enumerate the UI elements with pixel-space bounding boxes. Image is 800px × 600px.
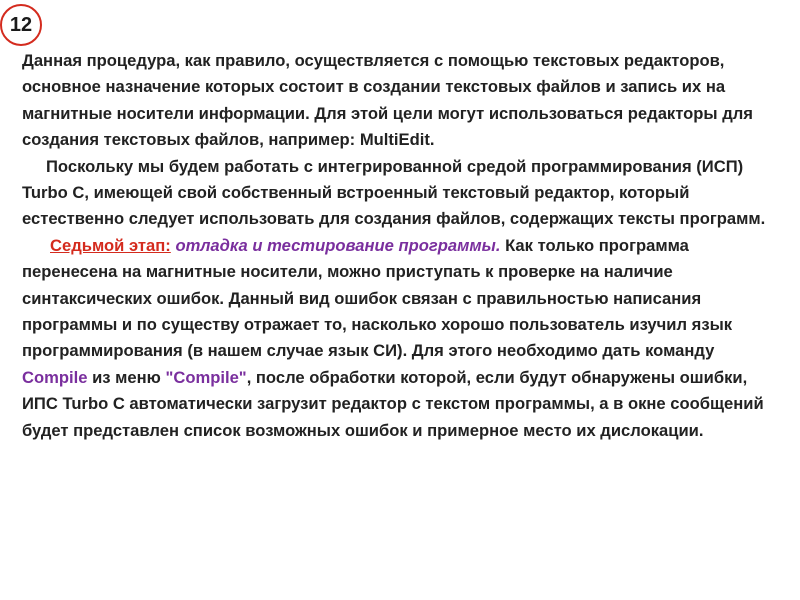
paragraph-2	[22, 154, 782, 233]
slide-body	[22, 48, 782, 444]
compile-command: Compile	[22, 367, 88, 387]
paragraph-3-text-b: из меню	[92, 367, 161, 387]
compile-menu: "Compile"	[165, 367, 247, 387]
paragraph-3-text-c: , после обработки которой, если будут обнаружены ошибки, ИПС Turbo C автоматически загрузит редактор с текстом программы, а в окне сообщений будет представлен список возможных ошибок и примерное место их дислокации.	[22, 367, 764, 440]
slide-number: 12	[9, 13, 33, 36]
stage-title: отладка и тестирование программы.	[175, 235, 501, 255]
paragraph-2-text: Поскольку мы будем работать с интегрированной средой программирования (ИСП) Turbo C, имеющей свой собственный встроенный текстовый редактор, который естественно следует использовать для создания файлов, содержащих тексты программ.	[22, 156, 766, 229]
slide-number-badge	[0, 4, 42, 46]
paragraph-1: Данная процедура, как правило, осуществляется с помощью текстовых редакторов, основное назначение которых состоит в создании текстовых файлов и запись их на магнитные носители информации. Для этой цели могут использоваться редакторы для создания текстовых файлов, например: MultiEdit.	[22, 51, 753, 150]
paragraph-3	[22, 233, 782, 444]
stage-label: Седьмой этап:	[50, 235, 171, 255]
paragraph-3-text-a: Как только программа перенесена на магнитные носители, можно приступать к проверке на наличие синтаксических ошибок. Данный вид ошибок связан с правильностью написания программы и по существу отражает то, насколько хорошо пользователь изучил язык программирования (в нашем случае язык СИ). Для этого необходимо дать команду	[22, 235, 733, 361]
